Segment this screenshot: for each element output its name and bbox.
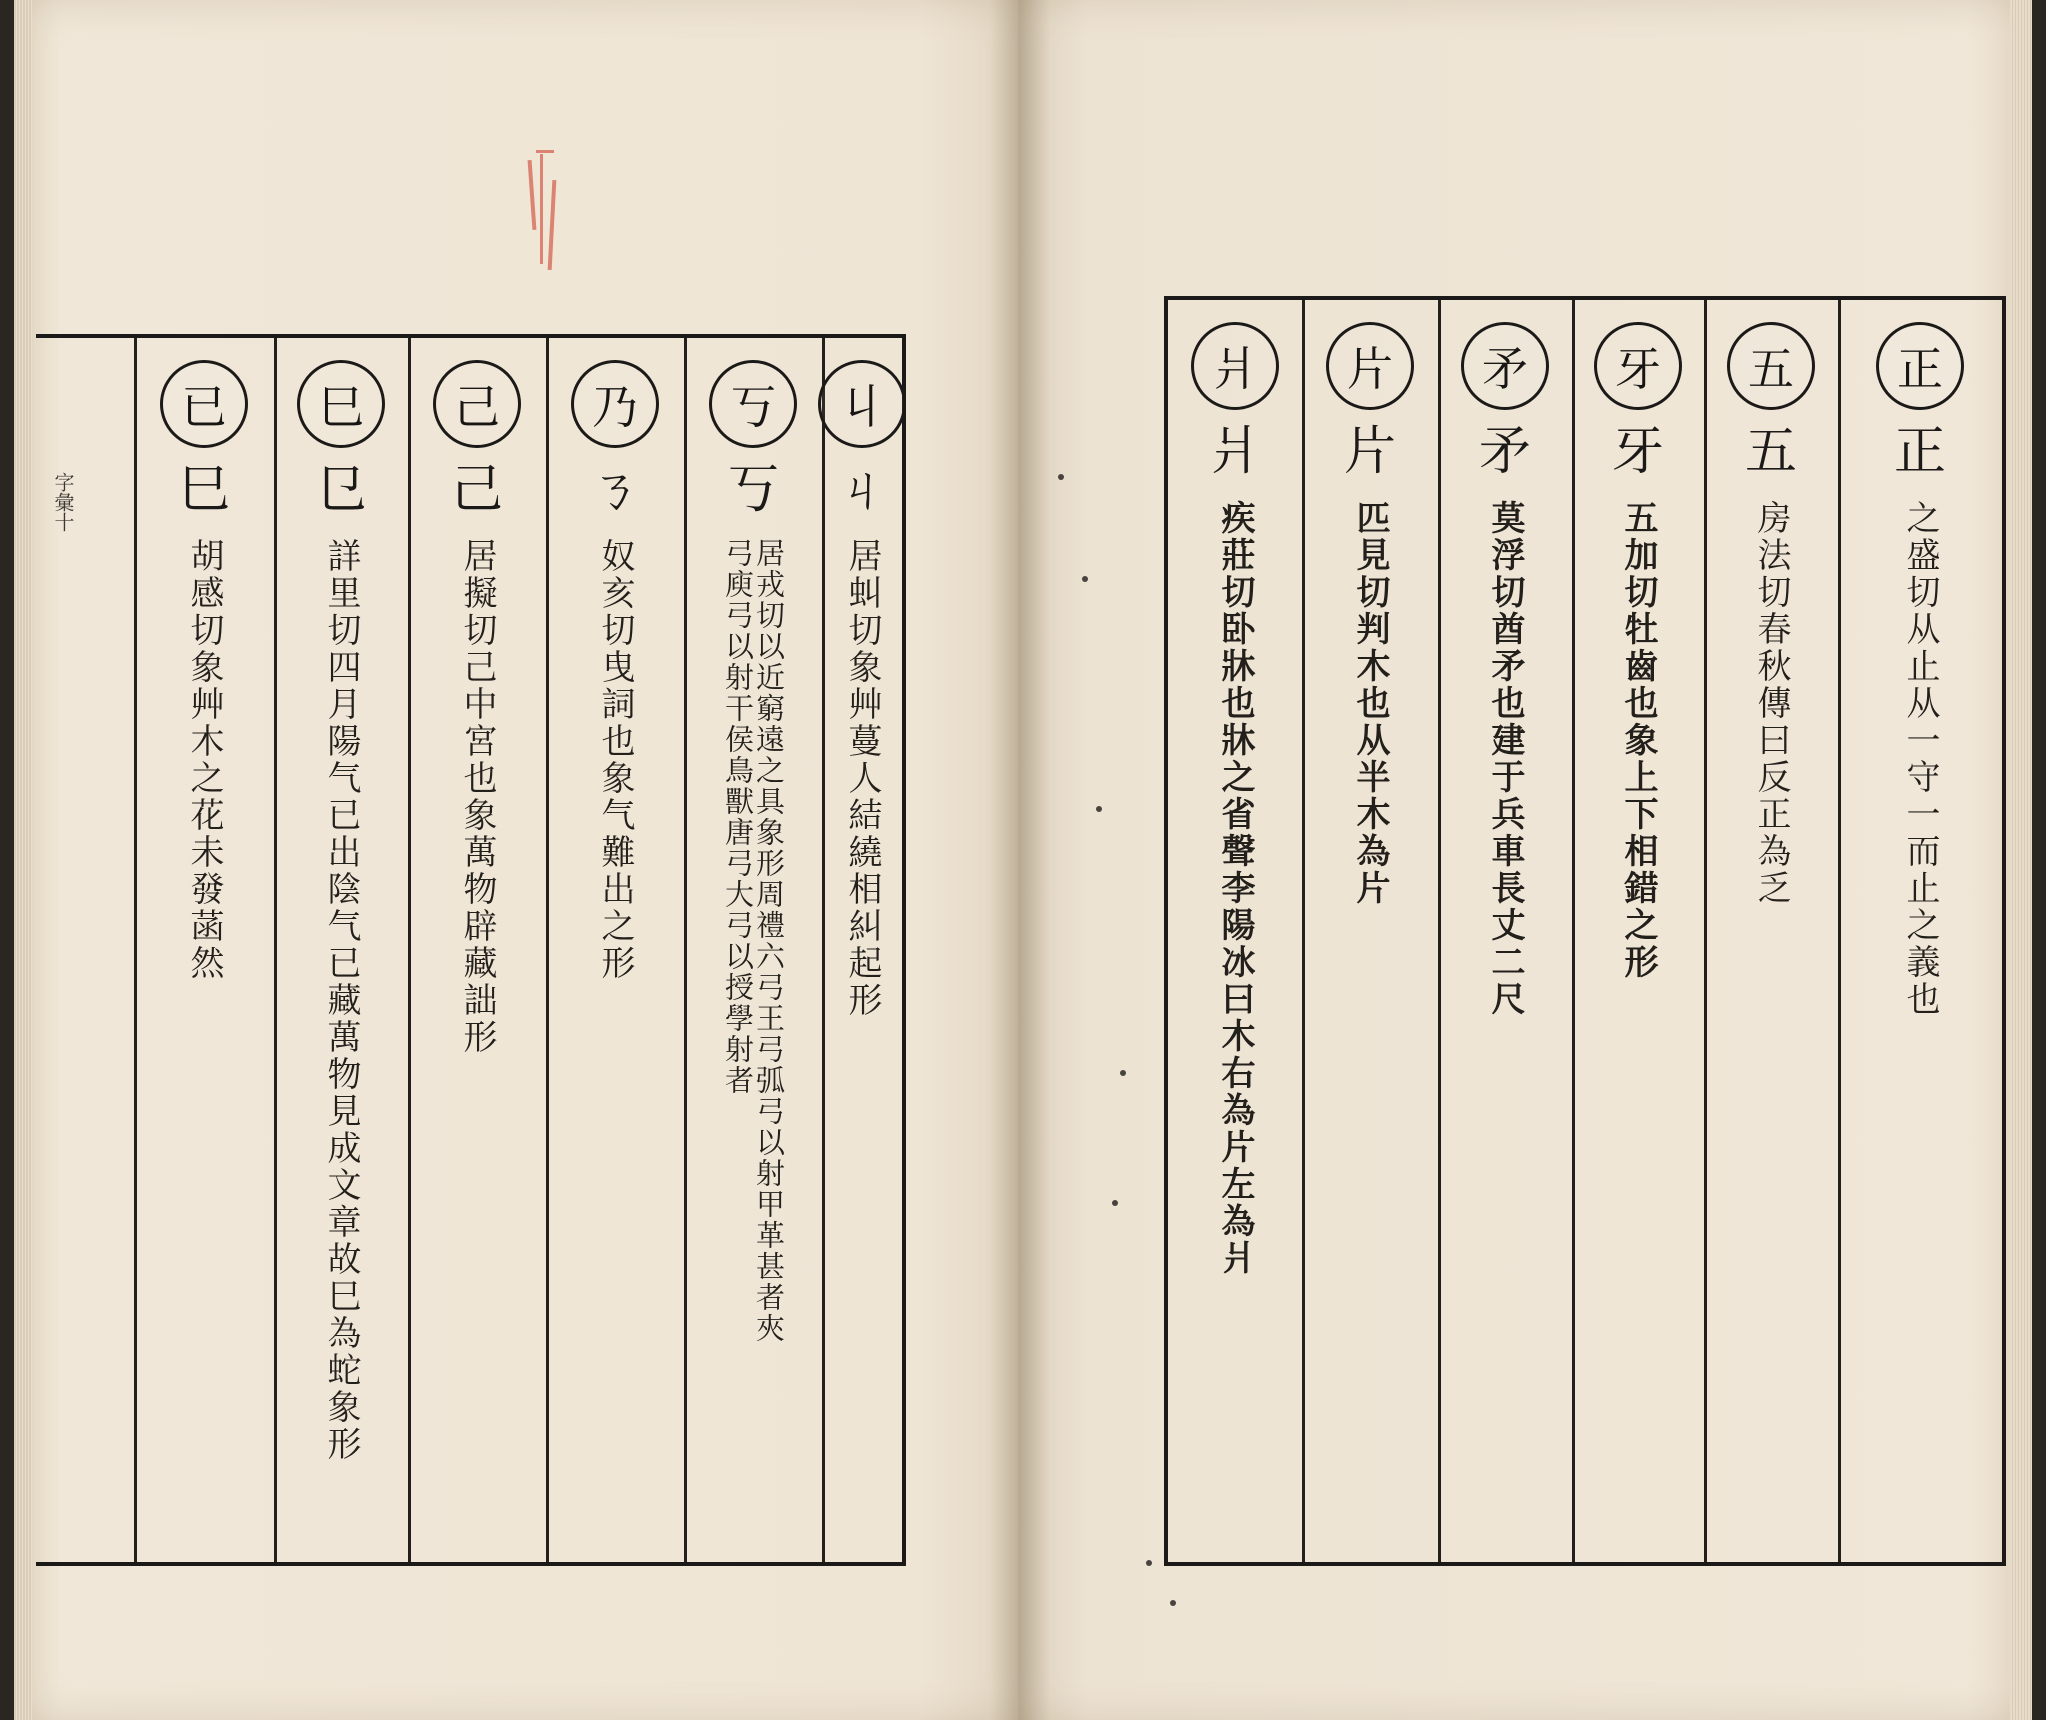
ink-speck: [1082, 576, 1088, 582]
head-character: 五: [1727, 322, 1815, 410]
entry-column: [684, 338, 822, 1562]
entry-column: [1704, 300, 1838, 1562]
ink-speck: [1058, 474, 1064, 480]
head-character: 丂: [709, 360, 797, 448]
entry-gloss: 之盛切从止从一守一而止之義也: [1900, 500, 1940, 1018]
seal-script-glyph: 五: [1744, 422, 1798, 482]
entry-gloss: 疾莊切卧牀也牀之省聲李陽冰曰木右為片左為爿: [1215, 500, 1255, 1277]
red-ink-mark: [524, 150, 584, 280]
head-character: 己: [433, 360, 521, 448]
spine-gutter: [990, 0, 1050, 1720]
head-character: 爿: [1191, 322, 1279, 410]
left-page-edge: [14, 0, 32, 1720]
head-character: 片: [1326, 322, 1414, 410]
seal-script-glyph: ㄐ: [835, 460, 889, 520]
entry-column: [546, 338, 684, 1562]
seal-script-glyph: 片: [1343, 422, 1397, 482]
entry-column: [1838, 300, 2002, 1562]
entry-column: [408, 338, 546, 1562]
head-character: 已: [160, 360, 248, 448]
entry-gloss: 五加切牡齒也象上下相錯之形: [1618, 500, 1658, 981]
ink-speck: [1096, 806, 1102, 812]
entry-column: [1302, 300, 1438, 1562]
seal-script-glyph: 丂: [726, 460, 780, 520]
right-entry-frame: [1164, 296, 2006, 1566]
margin-label: 字彙十: [51, 472, 75, 532]
ink-speck: [1112, 1200, 1118, 1206]
entry-gloss: 胡感切象艸木之花未發菡然: [184, 538, 224, 982]
head-character: 巳: [297, 360, 385, 448]
entry-column: [822, 338, 902, 1562]
seal-script-glyph: 矛: [1478, 422, 1532, 482]
entry-column: [134, 338, 274, 1562]
entry-gloss: 居擬切己中宮也象萬物辟藏詘形: [457, 538, 497, 1056]
ink-speck: [1146, 1560, 1152, 1566]
ink-speck: [1170, 1600, 1176, 1606]
entry-gloss: 奴亥切曳詞也象气難出之形: [595, 538, 635, 982]
seal-script-glyph: 㔾: [314, 460, 368, 520]
entry-column: [1438, 300, 1572, 1562]
seal-script-glyph: 巳: [177, 460, 231, 520]
entry-column: [1572, 300, 1704, 1562]
entry-gloss: 房法切春秋傳曰反正為乏: [1751, 500, 1791, 907]
right-page-edge: [2010, 0, 2032, 1720]
seal-script-glyph: 正: [1893, 422, 1947, 482]
head-character: 正: [1876, 322, 1964, 410]
left-entry-frame: [36, 334, 906, 1566]
seal-script-glyph: 爿: [1208, 422, 1262, 482]
seal-script-glyph: ㄋ: [588, 460, 642, 520]
entry-gloss: 居戎切以近窮遠之具象形周禮六弓王弓弧弓以射甲革甚者夾弓庾弓以射干侯鳥獸唐弓大弓以授學射者: [721, 538, 786, 1344]
head-character: 丩: [818, 360, 906, 448]
entry-gloss: 匹見切判木也从半木為片: [1350, 500, 1390, 907]
entry-gloss: 詳里切四月陽气已出陰气已藏萬物見成文章故巳為蛇象形: [321, 538, 361, 1463]
ink-speck: [1120, 1070, 1126, 1076]
entry-column: [274, 338, 408, 1562]
seal-script-glyph: 己: [450, 460, 504, 520]
head-character: 牙: [1594, 322, 1682, 410]
entry-gloss: 莫浮切酋矛也建于兵車長丈二尺: [1485, 500, 1525, 1018]
head-character: 矛: [1461, 322, 1549, 410]
head-character: 乃: [571, 360, 659, 448]
entry-gloss: 居虯切象艸蔓人結繞相糾起形: [842, 538, 882, 1019]
entry-column: [1168, 300, 1302, 1562]
seal-script-glyph: 牙: [1611, 422, 1665, 482]
